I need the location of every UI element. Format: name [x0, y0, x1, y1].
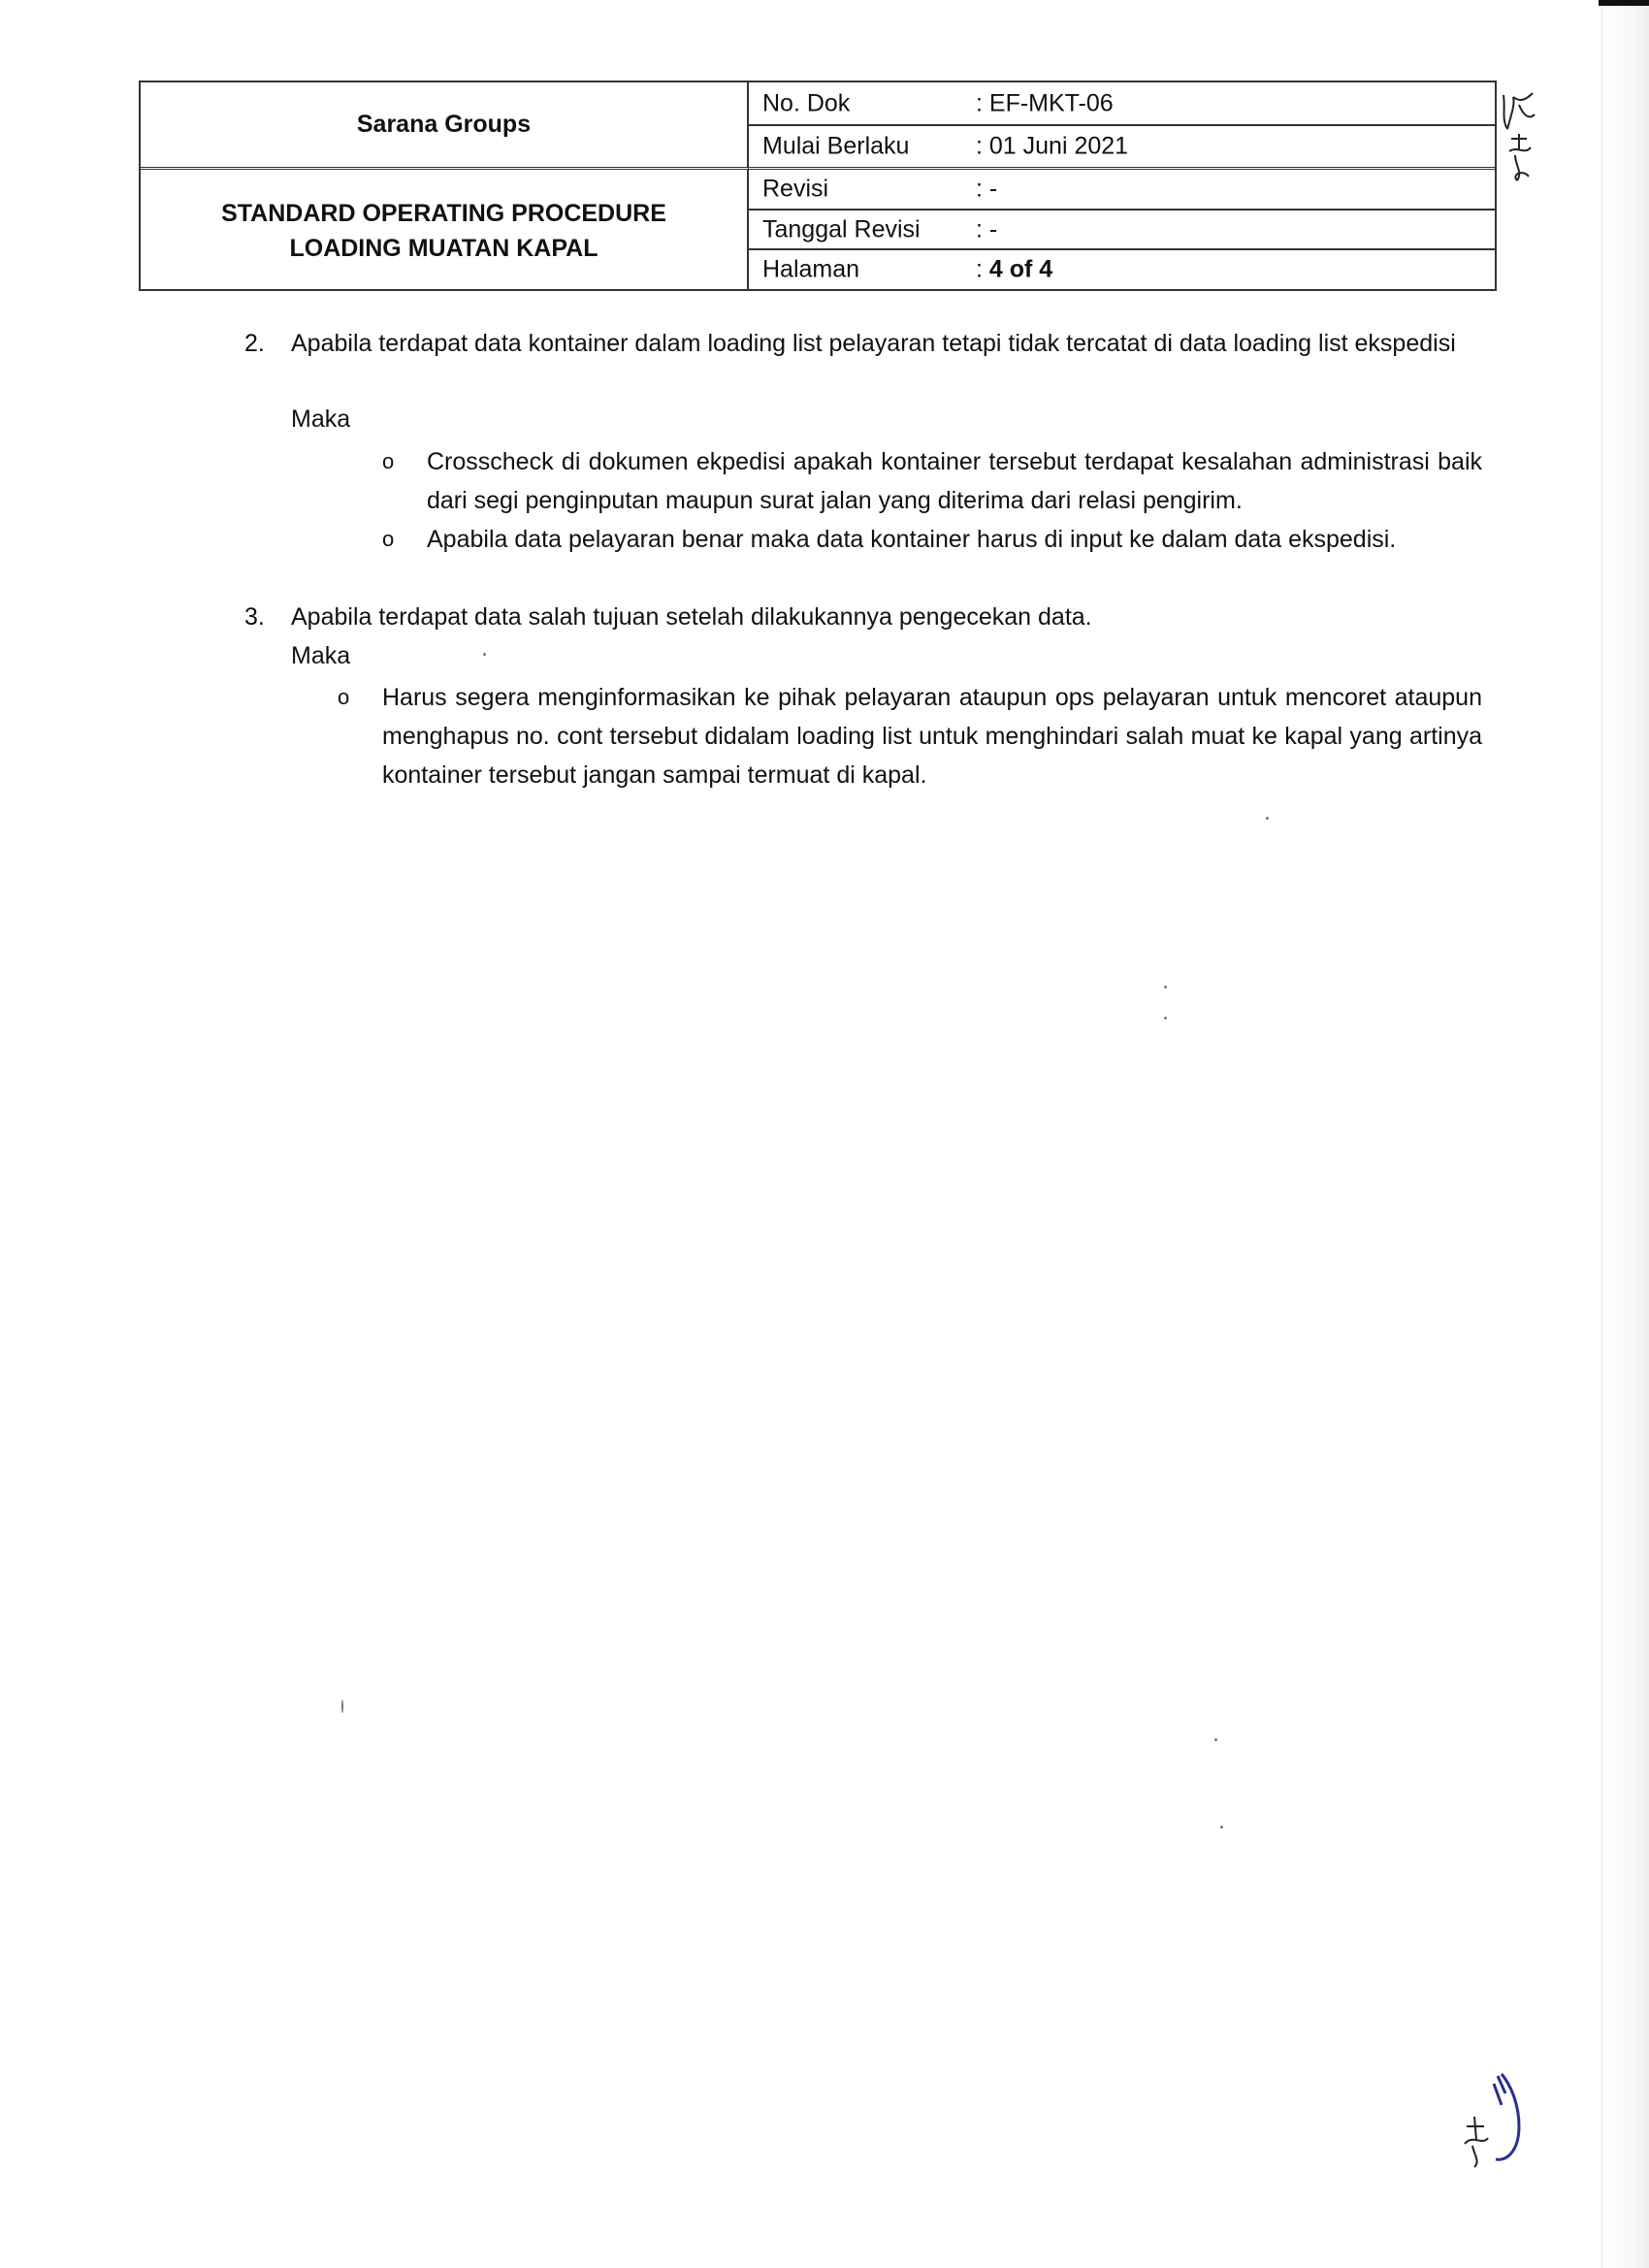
page-number: 4 of 4 [988, 255, 1053, 283]
sop-title-line1: STANDARD OPERATING PROCEDURE [221, 199, 666, 227]
bullet-circle-icon: o [338, 685, 350, 709]
company-name: Sarana Groups [141, 82, 749, 170]
scan-edge [1601, 0, 1649, 2268]
list-item-number: 2. [244, 330, 265, 357]
bullet-circle-icon: o [382, 449, 395, 473]
meta-value: : 01 Juni 2021 [976, 132, 1129, 160]
meta-row-revision-date [749, 211, 1497, 250]
meta-value [976, 256, 1052, 284]
list-item-text: Apabila terdapat data kontainer dalam loading list pelayaran tetapi tidak tercatat di data loading list ekspedisi [291, 330, 1456, 357]
meta-value: : - [976, 175, 998, 203]
scan-speck [1214, 1738, 1217, 1741]
meta-value: : - [976, 215, 998, 243]
sop-title [141, 170, 749, 291]
meta-row-effective-date [749, 126, 1497, 170]
bullet-text: Crosscheck di dokumen ekpedisi apakah kontainer tersebut terdapat kesalahan administrasi baik dari segi penginputan maupun surat jalan yang diterima dari relasi pengirim. [427, 448, 1482, 514]
meta-row-doc-number [749, 82, 1497, 126]
scan-edge-mark [1599, 0, 1649, 6]
meta-value-prefix: : [976, 255, 989, 283]
scan-speck [1164, 986, 1167, 988]
meta-label: Revisi [762, 175, 829, 203]
bullet-text: Harus segera menginformasikan ke pihak pelayaran ataupun ops pelayaran untuk mencoret ataupun menghapus no. cont tersebut didalam loading list untuk menghindari salah muat ke kapal yang artinya kontainer tersebut jangan sampai termuat di kapal. [382, 684, 1482, 789]
meta-value: : EF-MKT-06 [976, 89, 1114, 116]
document-header-table [139, 81, 1497, 291]
scan-speck [1266, 817, 1269, 820]
maka-label: Maka [291, 405, 351, 433]
scan-speck [341, 1700, 343, 1713]
scan-speck [1164, 1017, 1167, 1020]
meta-row-revision [749, 170, 1497, 211]
sop-title-line2: LOADING MUATAN KAPAL [289, 234, 598, 262]
meta-label: No. Dok [762, 89, 851, 116]
maka-label: Maka [291, 642, 351, 669]
list-item-number: 3. [244, 603, 265, 631]
scan-speck [1220, 1826, 1223, 1829]
list-item-text: Apabila terdapat data salah tujuan setelah dilakukannya pengecekan data. [291, 603, 1092, 631]
handwritten-initials-icon [1455, 2066, 1542, 2178]
scan-speck [483, 653, 486, 656]
bullet-text: Apabila data pelayaran benar maka data kontainer harus di input ke dalam data ekspedisi. [427, 526, 1397, 553]
meta-label: Mulai Berlaku [762, 132, 910, 160]
meta-label: Tanggal Revisi [762, 215, 921, 243]
bullet-circle-icon: o [382, 527, 395, 551]
meta-label: Halaman [762, 255, 860, 283]
handwritten-initials-icon [1494, 85, 1542, 192]
meta-row-page [749, 250, 1497, 289]
